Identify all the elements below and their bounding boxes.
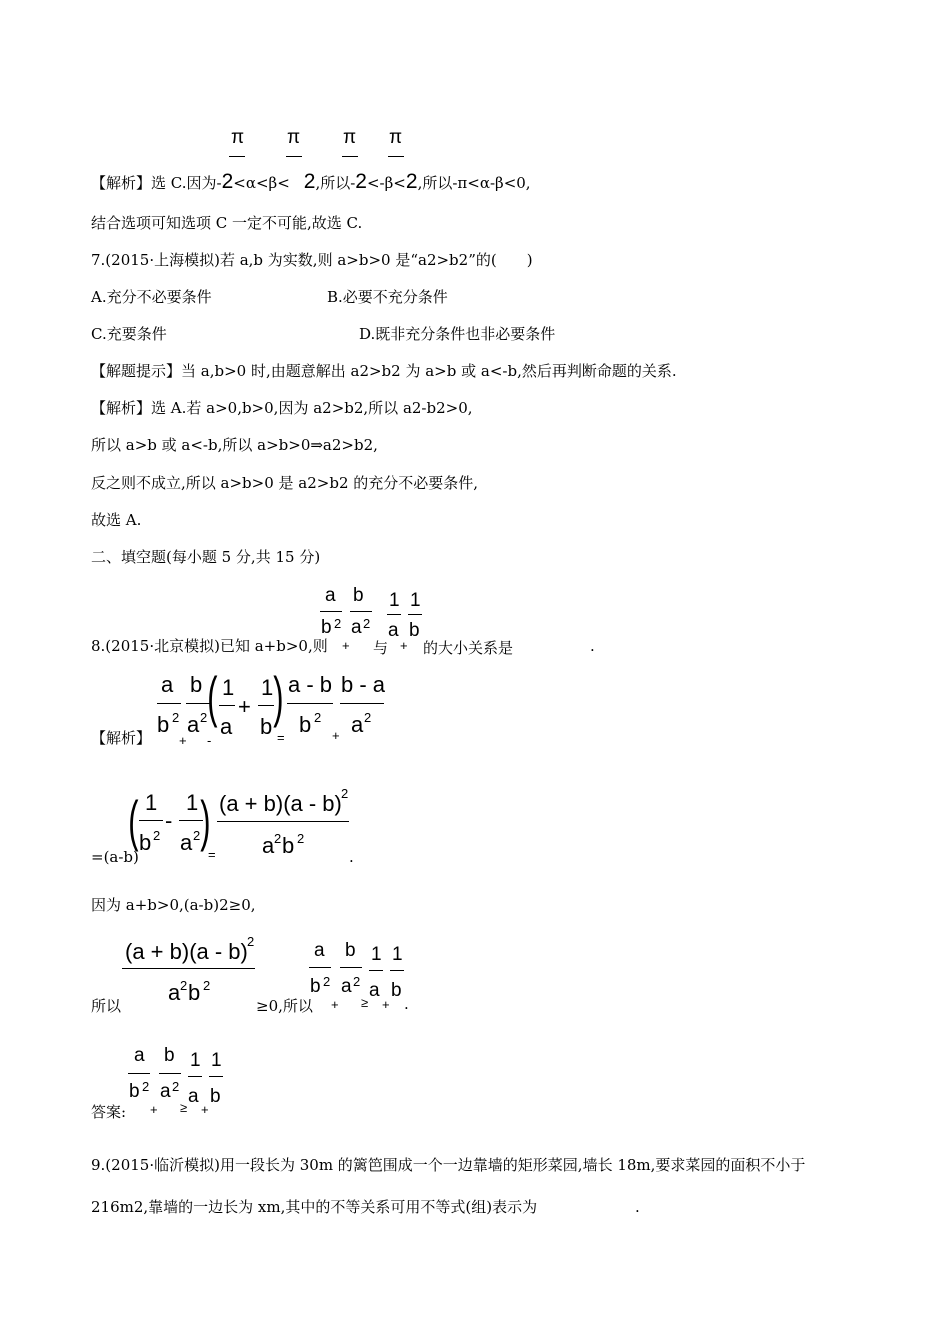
- q7-analysis-2: 所以 a>b 或 a<-b,所以 a>b>0⇒a2>b2,: [91, 436, 378, 454]
- exponent: 2: [364, 710, 372, 725]
- denominator: 2: [355, 170, 367, 193]
- exponent: 2: [341, 786, 349, 801]
- q6-analysis-line1: [91, 170, 531, 193]
- denominator: b: [299, 712, 312, 737]
- plus-sign: +: [238, 694, 251, 719]
- fraction-bar: [340, 703, 384, 704]
- fraction-bar: [388, 156, 404, 157]
- fraction-bar: [340, 967, 362, 968]
- analysis-text: 【解析】选 C.因为-: [91, 174, 222, 192]
- fraction-bar: [287, 703, 333, 704]
- exponent: 2: [172, 1079, 180, 1094]
- denominator: 2: [405, 170, 418, 193]
- denominator: a: [180, 830, 193, 855]
- q8-stem: [91, 637, 328, 655]
- denominator: a: [262, 833, 275, 858]
- analysis-text: ,所以-: [315, 174, 356, 192]
- pi-symbol: π: [231, 127, 245, 148]
- period: .: [349, 848, 354, 866]
- numerator: a - b: [288, 672, 333, 697]
- exponent: 2: [297, 831, 305, 846]
- exponent: 2: [314, 710, 322, 725]
- fraction-bar: [286, 156, 302, 157]
- fraction-bar: [390, 970, 404, 971]
- denominator: b: [260, 714, 273, 739]
- numerator: a: [134, 1045, 145, 1066]
- minus-sign: -: [165, 808, 173, 833]
- so-text: 所以: [91, 997, 122, 1015]
- fraction-bar: [229, 156, 245, 157]
- fraction-bar: [387, 614, 401, 615]
- fraction-bar: [157, 703, 181, 704]
- numerator: 1: [186, 790, 199, 815]
- numerator: a: [161, 672, 174, 697]
- exponent: 2: [193, 828, 201, 843]
- denominator: b: [210, 1086, 221, 1107]
- numerator: (a + b)(a - b): [219, 791, 342, 816]
- exponent: 2: [142, 1079, 150, 1094]
- exponent: 2: [172, 710, 180, 725]
- q8-because: 因为 a+b>0,(a-b)2≥0,: [91, 896, 256, 914]
- pi-symbol: π: [287, 127, 301, 148]
- exponent: 2: [363, 616, 371, 631]
- numerator: 1: [145, 790, 158, 815]
- left-paren: (: [207, 665, 218, 728]
- fraction-bar: [209, 1076, 223, 1077]
- fraction-bar: [188, 1076, 202, 1077]
- q7-option-a: A.充分不必要条件: [91, 288, 212, 306]
- q7-analysis-1: 【解析】选 A.若 a>0,b>0,因为 a2>b2,所以 a2-b2>0,: [91, 399, 473, 417]
- fraction-bar: [258, 705, 274, 706]
- denominator: b: [139, 830, 152, 855]
- denominator: b: [282, 833, 295, 858]
- exponent: 2: [203, 978, 211, 993]
- q6-analysis-line2: 结合选项可知选项 C 一定不可能,故选 C.: [91, 214, 363, 232]
- right-paren: ): [273, 665, 284, 728]
- section-title: 二、填空题(每小题 5 分,共 15 分): [91, 548, 321, 566]
- denominator: b: [157, 712, 170, 737]
- q7-analysis-4: 故选 A.: [91, 511, 142, 529]
- exponent: 2: [274, 831, 282, 846]
- denominator: a: [220, 714, 233, 739]
- numerator: 1: [222, 675, 235, 700]
- answer-label: 答案:: [91, 1103, 127, 1121]
- exponent: 2: [323, 974, 331, 989]
- plus-sign: +: [331, 997, 339, 1012]
- stem-text: 8.(2015·北京模拟)已知 a+b>0,则: [91, 637, 328, 655]
- analysis-text: <-β<: [366, 174, 406, 192]
- q9-line1: 9.(2015·临沂模拟)用一段长为 30m 的篱笆围成一个一边靠墙的矩形菜园,墙长 18m,要求菜园的面积不小于: [91, 1156, 806, 1174]
- numerator: b - a: [341, 672, 386, 697]
- numerator: a: [325, 585, 336, 606]
- right-paren: ): [200, 789, 211, 852]
- denominator: a: [351, 617, 362, 638]
- minus-sign: -: [207, 733, 212, 748]
- denominator: b: [188, 980, 201, 1005]
- period: .: [404, 995, 409, 1013]
- fraction-bar: [350, 611, 372, 612]
- denominator: a: [341, 976, 352, 997]
- pi-symbol: π: [389, 127, 403, 148]
- analysis-text: ,所以-π<α-β<0,: [417, 174, 531, 192]
- fraction-bar: [139, 820, 163, 821]
- numerator: 1: [389, 590, 400, 611]
- q7-option-b: B.必要不充分条件: [327, 288, 448, 306]
- denominator: a: [388, 620, 399, 641]
- exponent: 2: [334, 616, 342, 631]
- denominator: b: [129, 1081, 140, 1102]
- numerator: (a + b)(a - b): [125, 939, 248, 964]
- so-text: ≥0,所以: [256, 997, 313, 1015]
- denominator: 2: [221, 170, 234, 193]
- q7-analysis-3: 反之则不成立,所以 a>b>0 是 a2>b2 的充分不必要条件,: [91, 474, 479, 492]
- denominator: a: [369, 980, 380, 1001]
- exponent: 2: [180, 978, 188, 993]
- fraction-bar: [159, 1073, 181, 1074]
- stem-text: 的大小关系是: [423, 639, 514, 657]
- fraction-bar: [309, 967, 331, 968]
- denominator: b: [310, 976, 321, 997]
- denominator: a: [187, 712, 200, 737]
- left-paren: (: [128, 789, 139, 852]
- eq-prefix: =(a-b): [91, 848, 139, 866]
- stem-text: 与: [373, 639, 389, 657]
- numerator: b: [190, 672, 203, 697]
- denominator: b: [321, 617, 332, 638]
- blank-end: .: [635, 1198, 640, 1216]
- denominator: 2: [303, 170, 316, 193]
- geq-sign: ≥: [180, 1100, 188, 1115]
- q7-hint: 【解题提示】当 a,b>0 时,由题意解出 a2>b2 为 a>b 或 a<-b,然后再判断命题的关系.: [91, 362, 677, 380]
- exponent: 2: [200, 710, 208, 725]
- q7-option-d: D.既非充分条件也非必要条件: [359, 325, 556, 343]
- numerator: b: [164, 1045, 175, 1066]
- plus-sign: +: [342, 638, 350, 653]
- denominator: a: [168, 980, 181, 1005]
- denominator: b: [391, 980, 402, 1001]
- exponent: 2: [153, 828, 161, 843]
- plus-sign: +: [382, 997, 390, 1012]
- numerator: 1: [190, 1050, 201, 1071]
- equals-sign: =: [208, 847, 216, 862]
- numerator: 1: [392, 944, 403, 965]
- exponent: 2: [353, 974, 361, 989]
- denominator: b: [409, 620, 420, 641]
- q7-stem: 7.(2015·上海模拟)若 a,b 为实数,则 a>b>0 是“a2>b2”的( ): [91, 251, 533, 269]
- pi-symbol: π: [343, 127, 357, 148]
- denominator: a: [351, 712, 364, 737]
- blank-end: .: [590, 637, 595, 655]
- geq-sign: ≥: [361, 995, 369, 1010]
- fraction-bar: [369, 970, 383, 971]
- analysis-text: <α<β<: [233, 174, 290, 192]
- numerator: b: [353, 585, 364, 606]
- analysis-label: 【解析】: [91, 729, 152, 747]
- numerator: a: [314, 940, 325, 961]
- q9-line2: 216m2,靠墙的一边长为 xm,其中的不等关系可用不等式(组)表示为: [91, 1198, 538, 1216]
- fraction-bar: [122, 968, 255, 969]
- plus-sign: +: [400, 638, 408, 653]
- fraction-bar: [219, 705, 235, 706]
- numerator: 1: [261, 675, 274, 700]
- fraction-bar: [320, 611, 342, 612]
- numerator: 1: [371, 944, 382, 965]
- plus-sign: +: [179, 733, 187, 748]
- fraction-bar: [408, 614, 422, 615]
- fraction-bar: [217, 821, 349, 822]
- numerator: 1: [211, 1050, 222, 1071]
- exponent: 2: [247, 934, 255, 949]
- plus-sign: +: [332, 728, 340, 743]
- plus-sign: +: [201, 1102, 209, 1117]
- plus-sign: +: [150, 1102, 158, 1117]
- equals-sign: =: [277, 730, 285, 745]
- denominator: a: [160, 1081, 171, 1102]
- q7-option-c: C.充要条件: [91, 325, 167, 343]
- numerator: 1: [410, 590, 421, 611]
- numerator: b: [345, 940, 356, 961]
- fraction-bar: [128, 1073, 150, 1074]
- fraction-bar: [342, 156, 358, 157]
- denominator: a: [188, 1086, 199, 1107]
